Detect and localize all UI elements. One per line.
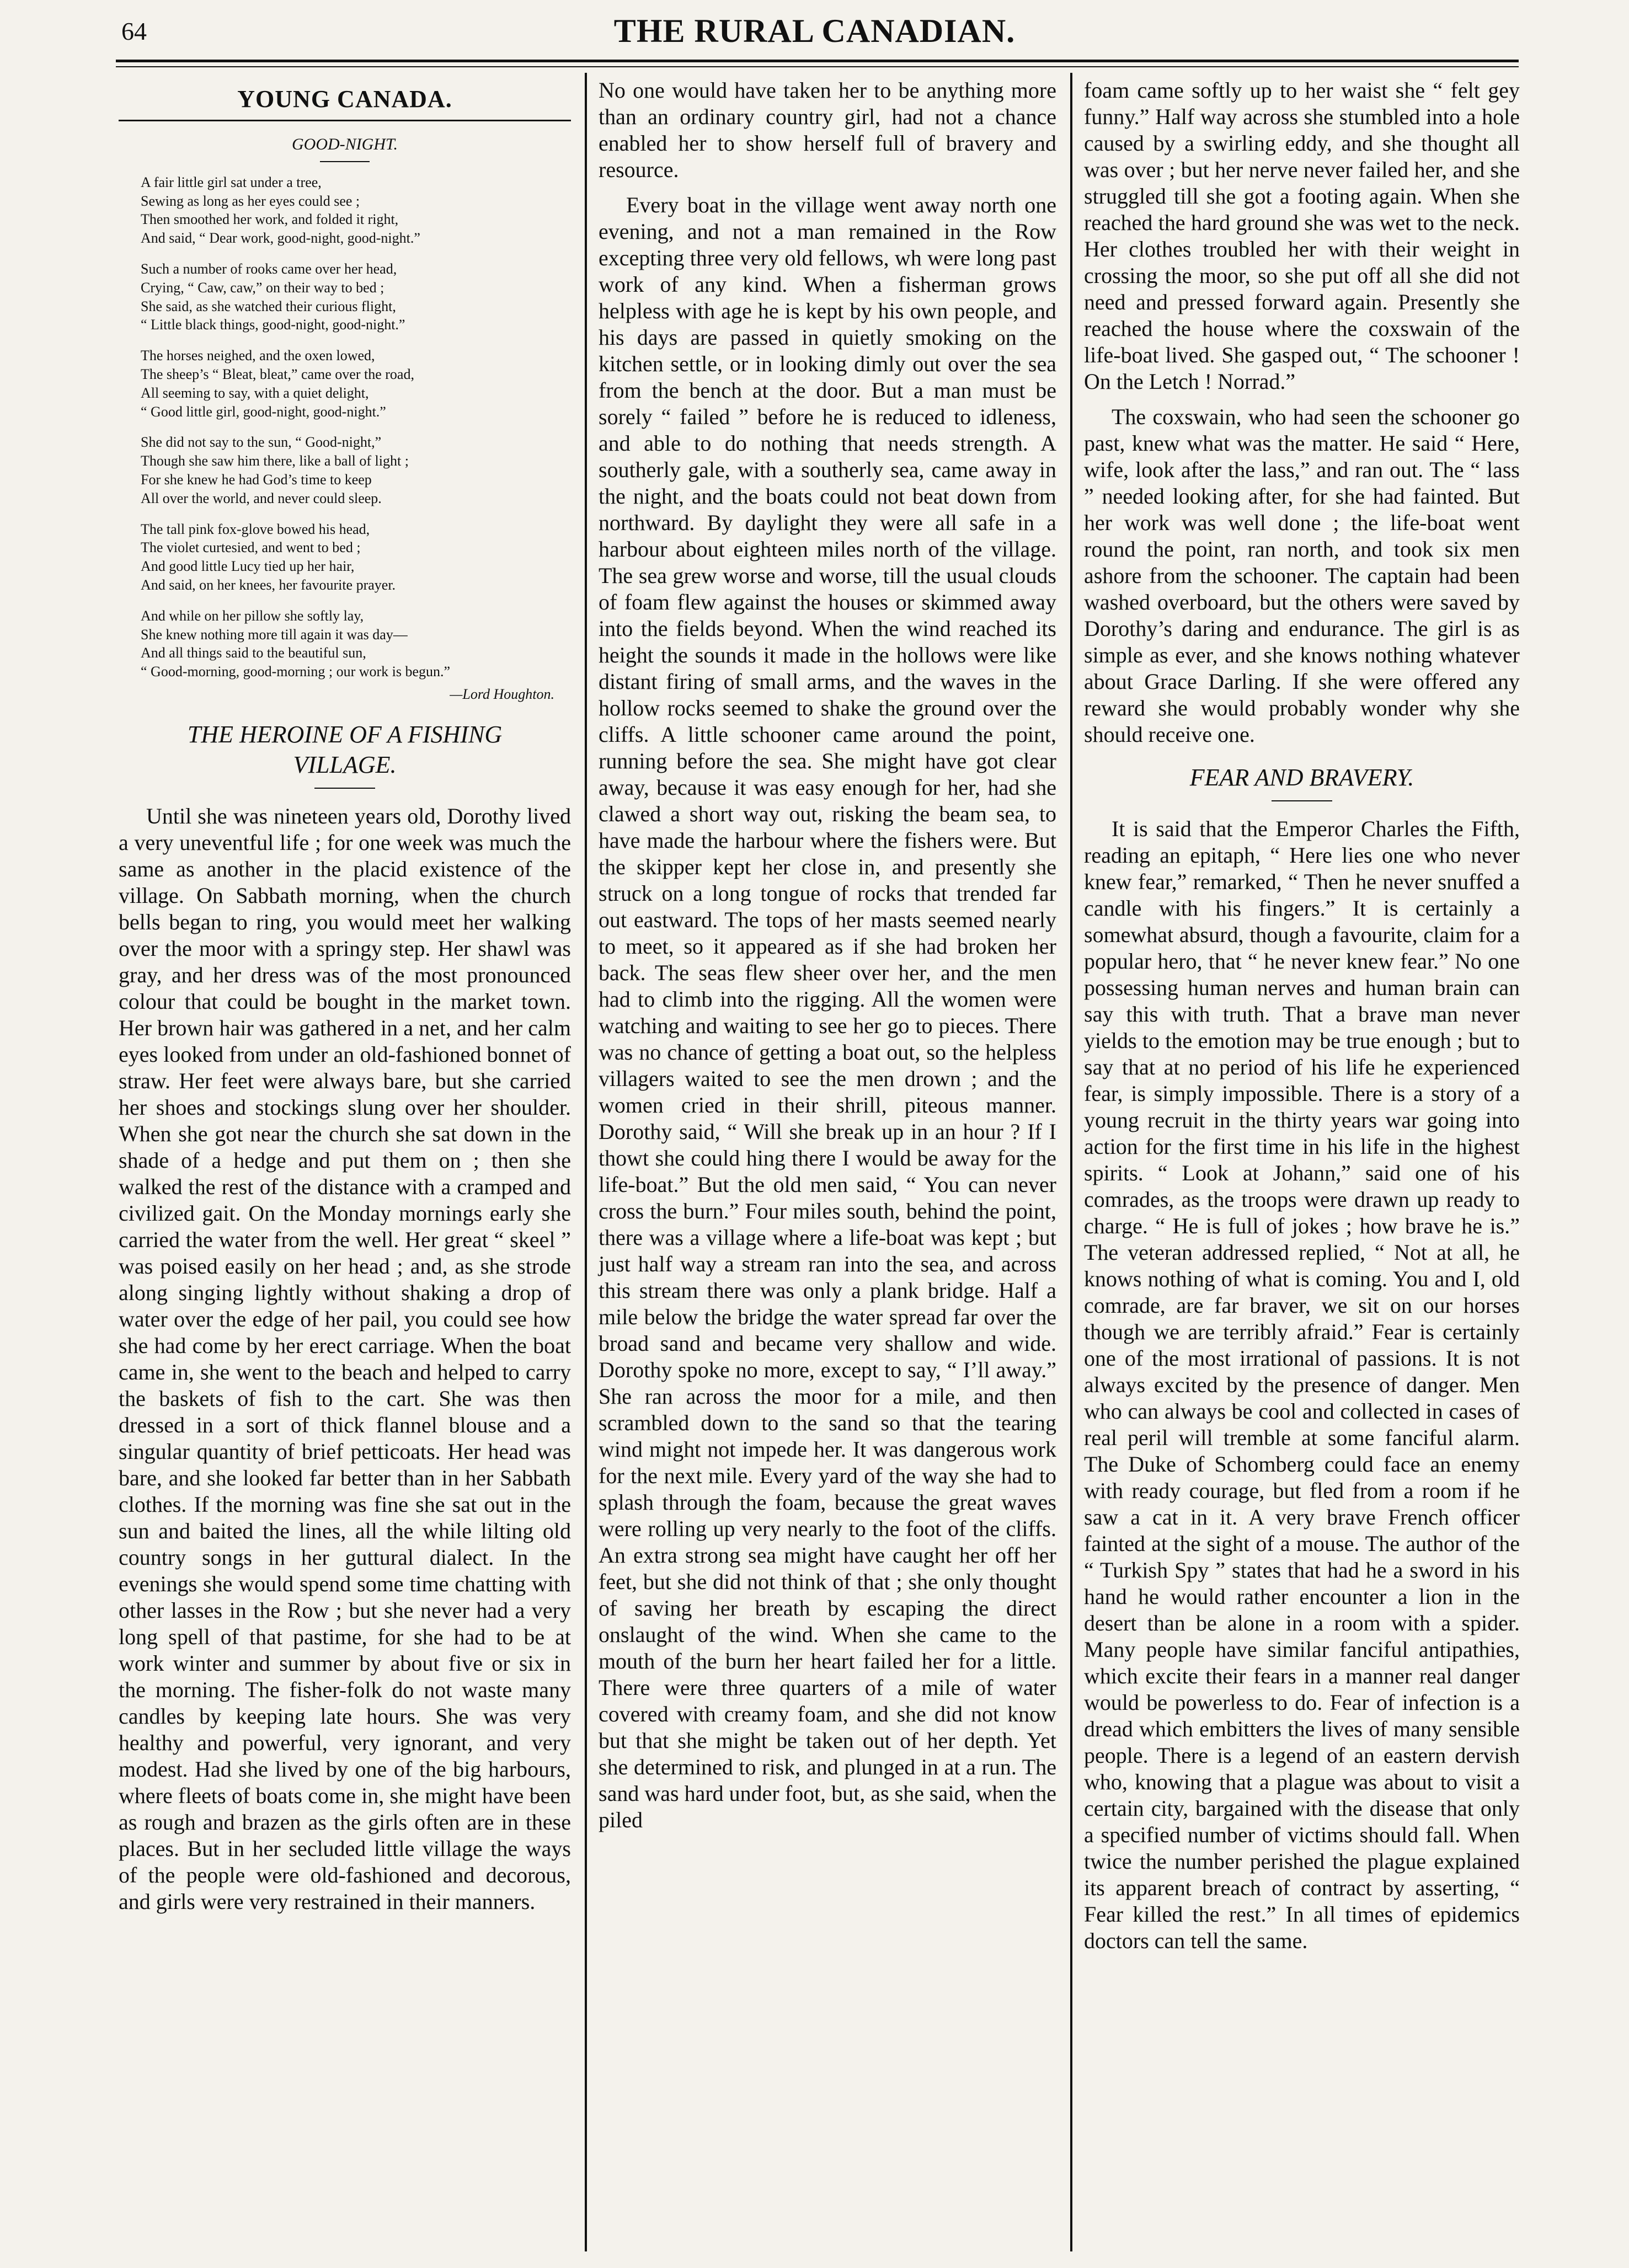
- poem-stanza: [141, 260, 571, 334]
- poem-line: “ Little black things, good-night, good-night.”: [141, 317, 405, 333]
- poem-line: The tall pink fox-glove bowed his head,: [141, 521, 370, 537]
- header-rule-thin: [116, 66, 1519, 67]
- poem-line: And all things said to the beautiful sun,: [141, 645, 366, 661]
- poem-line: And good little Lucy tied up her hair,: [141, 558, 355, 575]
- poem-line: She knew nothing more till again it was day—: [141, 626, 408, 643]
- article-title-line: VILLAGE.: [293, 751, 397, 779]
- divider: [1272, 800, 1332, 801]
- poem-line: All over the world, and never could sleep.: [141, 490, 382, 506]
- poem-line: Sewing as long as her eyes could see ;: [141, 192, 360, 209]
- poem-line: Though she saw him there, like a ball of light ;: [141, 453, 409, 469]
- paragraph: Until she was nineteen years old, Dorothy lived a very uneventful life ; for one week was much the same as another in the placid existence of the village. On Sabbath morning, when the church bells began to ring, you would meet her walking over the moor with a springy step. Her shawl was gray, and her dress was of the most pronounced colour that could be bought in the market town. Her brown hair was gathered in a net, and her calm eyes looked from under an old-fashioned bonnet of straw. Her feet were always bare, but she carried her shoes and stockings slung over her shoulder. When she got near the church she sat down in the shade of a hedge and put them on ; then she walked the rest of the distance with a cramped and civilized gait. On the Monday mornings early she carried the water from the well. Her great “ skeel ” was poised easily on her head ; and, as she strode along singing lightly without shaking a drop of water over the edge of her pail, you could see how she had come by her erect carriage. When the boat came in, she went to the beach and helped to carry the baskets of fish to the cart. She was then dressed in a sort of thick flannel blouse and a singular quantity of brief petticoats. Her head was bare, and she looked far better than in her Sabbath clothes. If the morning was fine she sat out in the sun and baited the lines, all the while lilting old country songs in her guttural dialect. In the evenings she would spend some time chatting with other lasses in the Row ; but she never had a very long spell of that pastime, for she had to be at work winter and summer by about five or six in the morning. The fisher-folk do not waste many candles by keeping late hours. She was very healthy and powerful, very ignorant, and very modest. Had she lived by one of the big harbours, where fleets of boats come in, she might have been as rough and brazen as the girls often are in these places. But in her secluded little village the ways of the people were old-fashioned and decorous, and girls were very restrained in their manners.: [119, 804, 571, 1914]
- poem-line: A fair little girl sat under a tree,: [141, 174, 322, 190]
- poem-stanza: [141, 173, 571, 248]
- article-title-line: THE HEROINE OF A FISHING: [187, 721, 503, 748]
- column-divider: [585, 73, 587, 2251]
- poem-line: She did not say to the sun, “ Good-night,”: [141, 434, 382, 451]
- section-title: YOUNG CANADA.: [119, 85, 571, 121]
- divider: [320, 161, 370, 162]
- poem-line: All seeming to say, with a quiet delight,: [141, 384, 369, 401]
- paragraph: Every boat in the village went away north one evening, and not a man remained in the Row excepting three very old fellows, wh were long past work of any kind. When a fisherman grows helpless with age he is kept by his own people, and his days are passed in quietly smoking on the kitchen settle, or in looking dimly out over the sea from the bench at the door. But a man must be sorely “ failed ” before he is reduced to idleness, and able to do nothing that needs strength. A southerly gale, with a southerly sea, came away in the night, and the boats could not beat down from northward. By daylight they were all safe in a harbour about eighteen miles north of the village. The sea grew worse and worse, till the usual clouds of foam flew against the houses or skimmed away into the fields beyond. When the wind reached its height the sounds it made in the hollows were like distant firing of small arms, and the waves in the hollow rocks seemed to shake the ground over the cliffs. A little schooner came around the point, running before the sea. She might have got clear away, because it was easy enough for her, had she clawed a short way out, risking the beam sea, to have made the harbour where the fishers were. But the skipper kept her close in, and presently she struck on a long tongue of rocks that trended far out eastward. The tops of her masts seemed nearly to meet, so it appeared as if she had broken her back. The seas flew sheer over her, and the men had to climb into the rigging. All the women were watching and waiting to see her go to pieces. There was no chance of getting a boat out, so the helpless villagers waited to see the men drown ; and the women cried in their shrill, piteous manner. Dorothy said, “ Will she break up in an hour ? If I thowt she could hing there I would be away for the life-boat.” But the old men said, “ You can never cross the burn.” Four miles south, behind the point, there was a village where a life-boat was kept ; but just half way a stream ran into the sea, and across this stream there was only a plank bridge. Half a mile below the bridge the water spread far over the broad sand and became very shallow and wide. Dorothy spoke no more, except to say, “ I’ll away.” She ran across the moor for a mile, and then scrambled down to the sand so that the tearing wind might not impede her. It was dangerous work for the next mile. Every yard of the way she had to splash through the foam, because the great waves were rolling up very nearly to the foot of the cliffs. An extra strong sea might have caught her off her feet, but she did not think of that ; she only thought of saving her breath by escaping the direct onslaught of the wind. When she came to the mouth of the burn her heart failed her for a little. There were three quarters of a mile of water covered with creamy foam, and she did not know but that she might be taken out of her depth. Yet she determined to risk, and plunged in at a run. The sand was hard under foot, but, as she said, when the piled: [599, 192, 1056, 1832]
- poem-line: The horses neighed, and the oxen lowed,: [141, 347, 375, 364]
- column-2: [599, 77, 1056, 1842]
- page-number: 64: [121, 17, 147, 45]
- paragraph: The coxswain, who had seen the schooner go past, knew what was the matter. He said “ Here, wife, look after the lass,” and ran out. The “ lass ” needed looking after, for she had fainted. But her work was well done ; the life-boat went round the point, ran north, and took six men ashore from the schooner. The captain had been washed overboard, but the others were saved by Dorothy’s daring and endurance. The girl is as simple as ever, and she knows nothing whatever about Grace Darling. If she were offered any reward she would probably wonder why she should receive one.: [1084, 404, 1520, 747]
- header-rule: [116, 60, 1519, 62]
- poem-line: Such a number of rooks came over her head,: [141, 260, 397, 277]
- poem-stanza: [141, 346, 571, 421]
- poem-line: The violet curtesied, and went to bed ;: [141, 539, 361, 556]
- poem-title: GOOD-NIGHT.: [292, 135, 398, 153]
- poem-line: She said, as she watched their curious flight,: [141, 298, 396, 314]
- poem-line: Then smoothed her work, and folded it right,: [141, 211, 399, 228]
- paragraph: foam came softly up to her waist she “ felt gey funny.” Half way across she stumbled into a hole caused by a swirling eddy, and she thought all was over ; but her nerve never failed her, and she struggled till she got a footing again. When she reached the hard ground she was wet to the neck. Her clothes troubled her with their weight in crossing the moor, so she put off all she did not need and pressed forward again. Presently she reached the house where the coxswain of the life-boat lived. She gasped out, “ The schooner ! On the Letch ! Norrad.”: [1084, 78, 1520, 394]
- poem-line: The sheep’s “ Bleat, bleat,” came over the road,: [141, 366, 414, 382]
- column-divider: [1070, 73, 1072, 2251]
- poem-attribution: —Lord Houghton.: [450, 686, 554, 702]
- poem-stanza: [141, 520, 571, 595]
- poem-line: And said, “ Dear work, good-night, good-night.”: [141, 230, 420, 247]
- poem-line: For she knew he had God’s time to keep: [141, 471, 372, 488]
- poem-line: And said, on her knees, her favourite prayer.: [141, 576, 396, 593]
- poem: [119, 173, 571, 681]
- poem-stanza: [141, 607, 571, 681]
- poem-line: Crying, “ Caw, caw,” on their way to bed ;: [141, 279, 384, 296]
- paragraph: No one would have taken her to be anything more than an ordinary country girl, had not a chance enabled her to show herself full of bravery and resource.: [599, 78, 1056, 182]
- column-3: [1084, 77, 1520, 1963]
- article-title: [130, 719, 560, 780]
- divider: [314, 788, 375, 789]
- paragraph: It is said that the Emperor Charles the Fifth, reading an epitaph, “ Here lies one who never knew fear,” remarked, “ Then he never snuffed a candle with his fingers.” It is certainly a somewhat absurd, though a favourite, claim for a popular hero, that “ he never knew fear.” No one possessing human nerves and human brain can say this with truth. That a brave man never yields to the emotion may be true enough ; but to say that at no period of his life he experienced fear, is simply impossible. There is a story of a young recruit in the thirty years war going into action for the first time in his life in the highest spirits. “ Look at Johann,” said one of his comrades, as the troops were drawn up ready to charge. “ He is full of jokes ; how brave he is.” The veteran addressed replied, “ Not at all, he knows nothing of what is coming. You and I, old comrade, are far braver, we sit on our horses though we are terribly afraid.” Fear is certainly one of the most irrational of passions. It is not always excited by the presence of danger. Men who can always be cool and collected in cases of real peril will tremble at some fanciful alarm. The Duke of Schomberg could face an enemy with ready courage, but fled from a room if he saw a cat in it. A very brave French officer fainted at the sight of a mouse. The author of the “ Turkish Spy ” states that had he a sword in his hand he would rather encounter a lion in the desert than be alone in a room with a spider. Many people have similar fanciful antipathies, which excite their fears in a manner real danger would be powerless to do. Fear of infection is a dread which embitters the lives of many sensible people. There is a legend of an eastern dervish who, knowing that a plague was about to visit a certain city, bargained with the disease that only a specified number of victims should fall. When twice the number perished the plague explained its apparent breach of contract by asserting, “ Fear killed the rest.” In all times of epidemics doctors can tell the same.: [1084, 816, 1520, 1953]
- poem-stanza: [141, 433, 571, 507]
- poem-line: “ Good little girl, good-night, good-night.”: [141, 403, 386, 420]
- masthead: THE RURAL CANADIAN.: [613, 13, 1016, 49]
- poem-line: “ Good-morning, good-morning ; our work is begun.”: [141, 664, 451, 680]
- poem-line: And while on her pillow she softly lay,: [141, 607, 364, 624]
- column-1: [119, 77, 571, 1924]
- article-title: FEAR AND BRAVERY.: [1189, 764, 1414, 791]
